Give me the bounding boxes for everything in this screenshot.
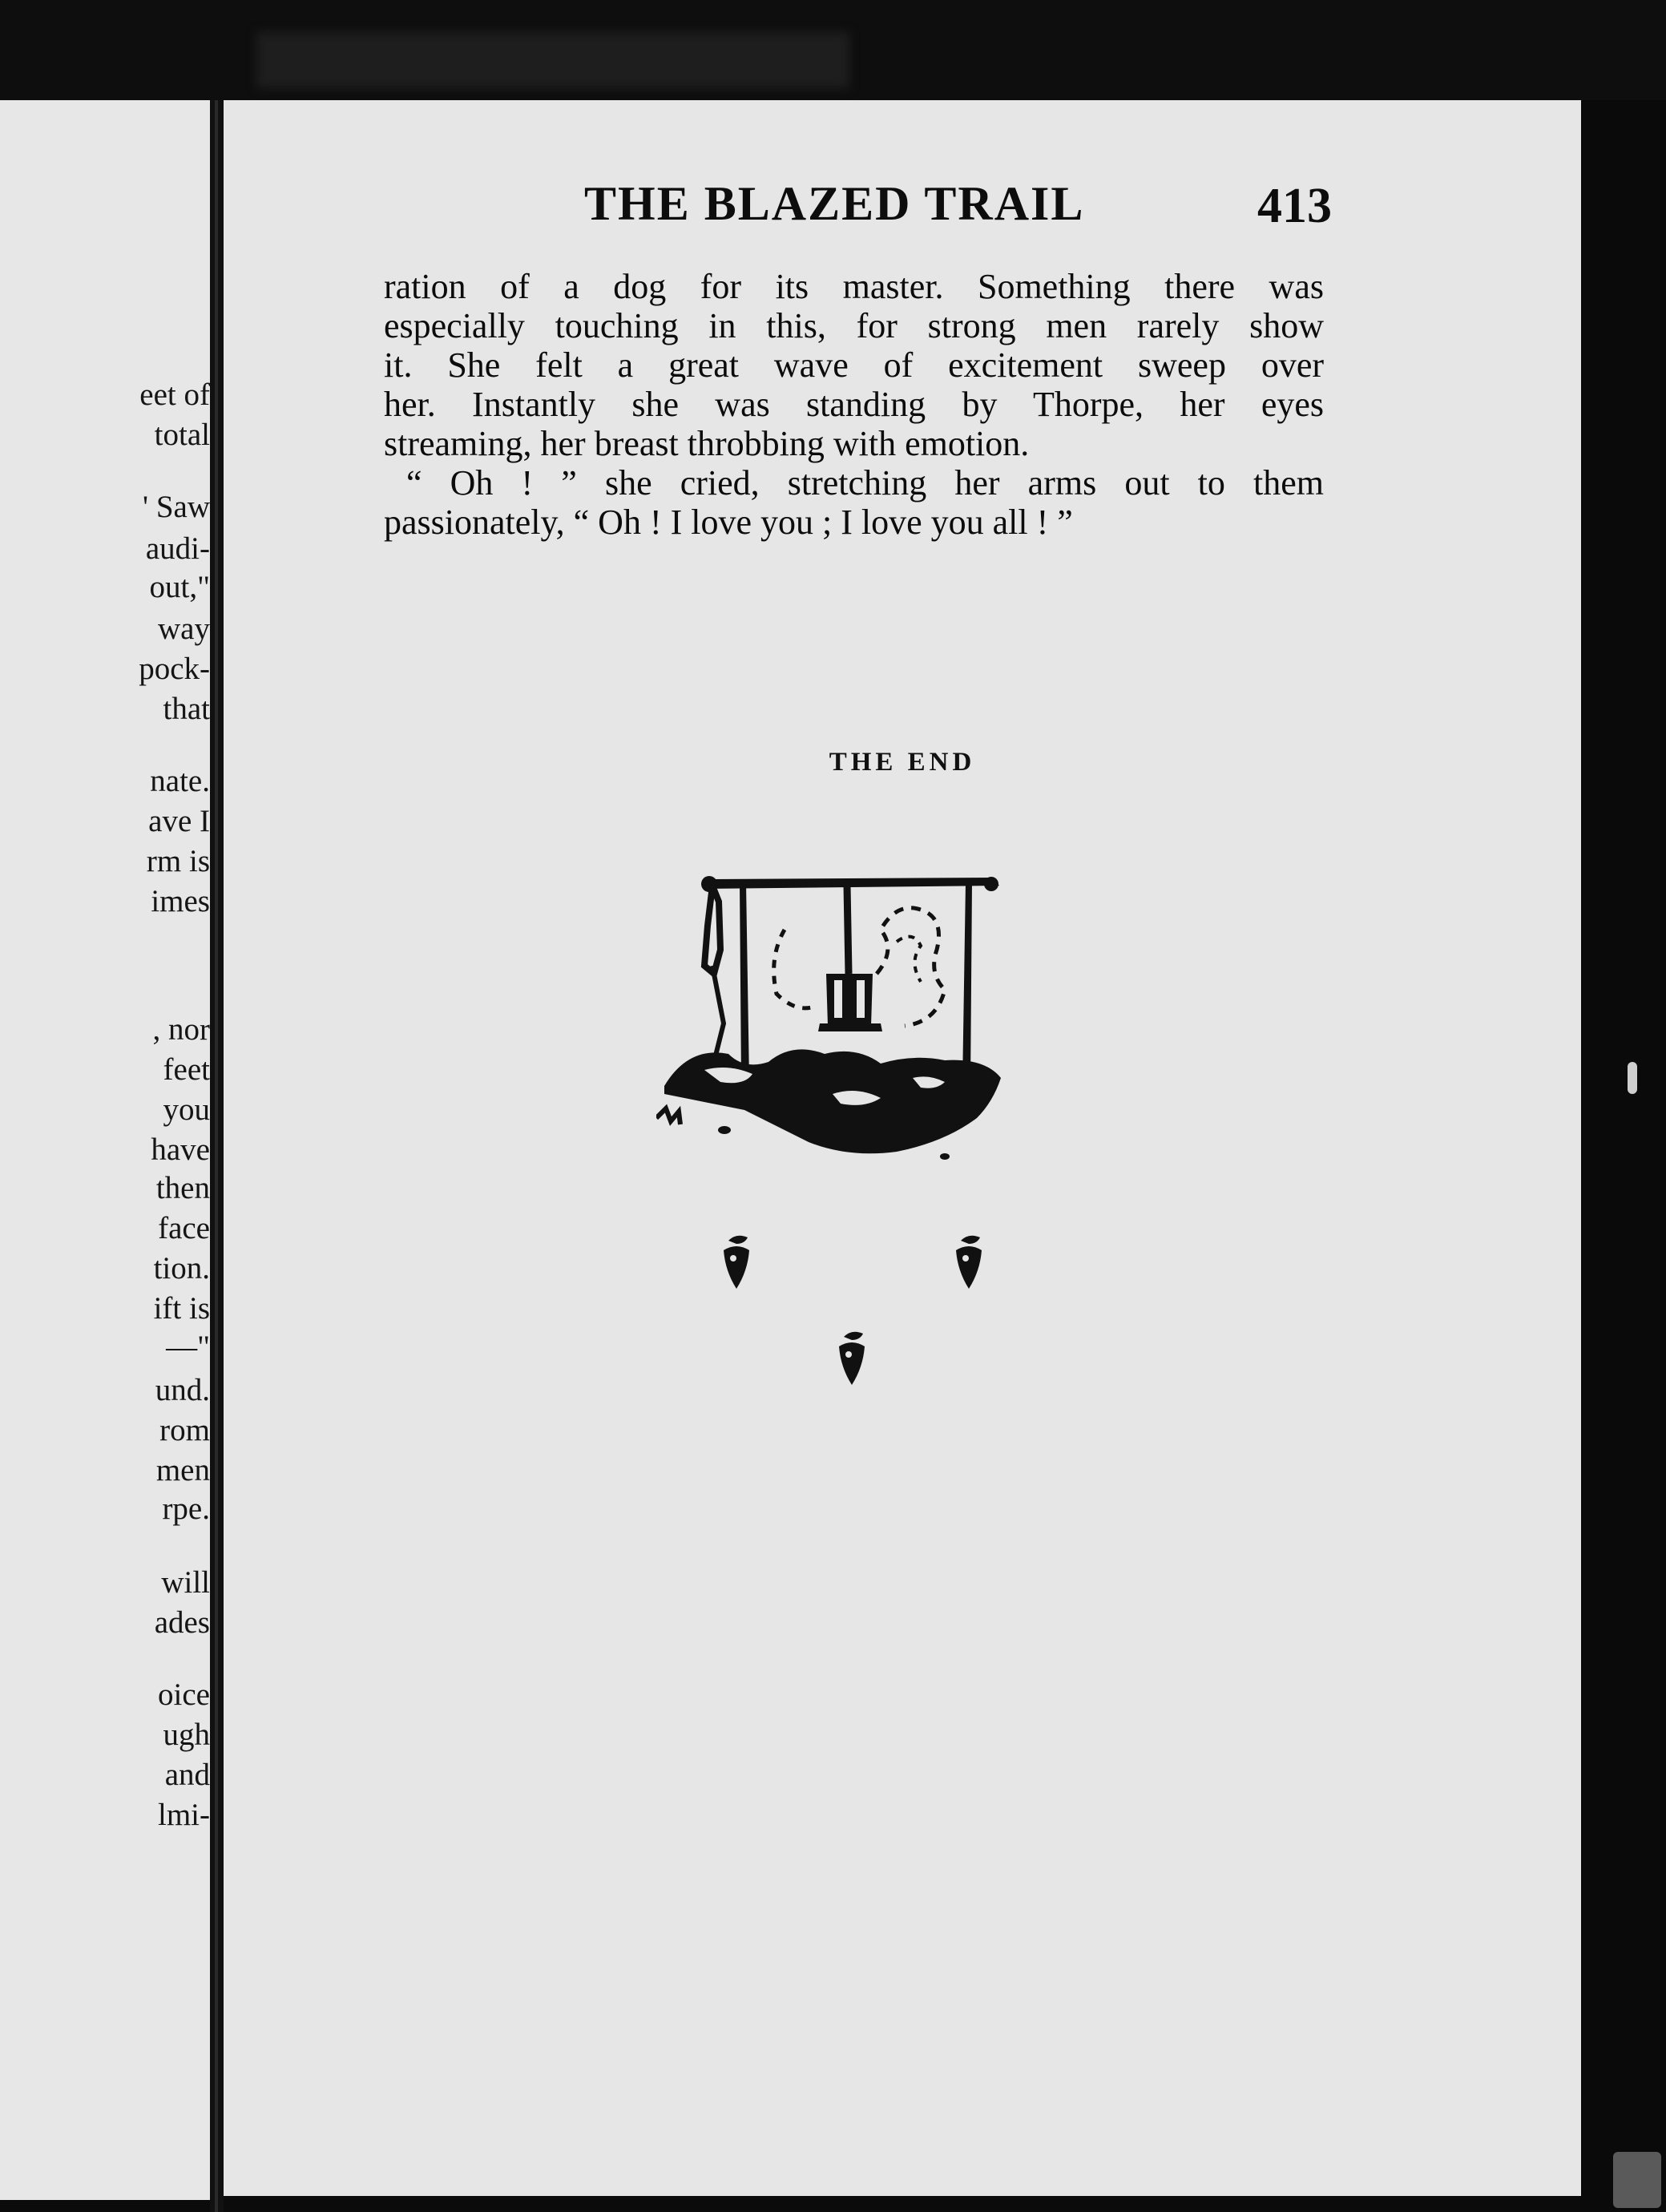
left-facing-page [0,100,210,2200]
scan-smudge [256,32,849,88]
left-fragment-line: rom [159,1413,210,1447]
left-fragment-line: men [155,1453,210,1487]
running-head: THE BLAZED TRAIL [584,177,1085,230]
left-fragment-line: total [154,418,210,452]
left-fragment-line: ugh [163,1718,210,1752]
left-fragment-line: that [163,692,210,726]
body-text [384,267,1324,542]
the-end-label: THE END [829,748,976,777]
left-page-text-fragments [0,100,210,2200]
body-line: it. She felt a great wave of excitement sweep over [384,345,1324,385]
page-header [356,176,1332,240]
scan-right-border [1581,100,1666,2212]
left-fragment-line: eet of [139,377,210,412]
left-fragment-line: tion. [153,1251,210,1286]
left-fragment-line: you [163,1092,210,1127]
body-line: especially touching in this, for strong men rarely show [384,306,1324,345]
left-fragment-line: oice [158,1677,210,1712]
fleuron-ornament-icon [945,1226,993,1298]
body-line: “ Oh ! ” she cried, stretching her arms out to them [406,463,1324,503]
left-fragment-line: and [164,1758,210,1792]
fleuron-ornament-icon [712,1226,760,1298]
left-fragment-line: audi- [145,531,210,566]
left-fragment-line: —" [166,1330,210,1364]
left-fragment-line: way [158,612,210,646]
page-number: 413 [1257,179,1332,233]
left-fragment-line: will [161,1565,210,1600]
right-page [224,100,1581,2196]
left-fragment-line: rm is [146,844,210,878]
body-line: ration of a dog for its master. Something there was [384,267,1324,306]
left-fragment-line: feet [163,1052,210,1087]
left-fragment-line: face [158,1211,210,1245]
left-fragment-line: rpe. [162,1491,210,1526]
body-line: streaming, her breast throbbing with emotion. [384,424,1030,463]
left-fragment-line: ades [154,1605,210,1640]
left-fragment-line: have [151,1132,210,1167]
left-fragment-line: ' Saw [143,490,210,524]
left-fragment-line: pock- [139,652,210,686]
left-fragment-line: ift is [153,1291,210,1326]
scan-speck [1628,1062,1637,1094]
left-fragment-line: ave I [148,804,210,838]
left-fragment-line: lmi- [158,1798,210,1832]
book-gutter-shadow [215,100,218,2212]
left-fragment-line: , nor [152,1012,210,1047]
left-fragment-line: out," [149,570,210,604]
left-fragment-line: nate. [150,764,210,798]
left-fragment-line: imes [151,884,210,918]
left-fragment-line: und. [155,1373,210,1407]
camp-fire-kettle-illustration [656,854,1057,1254]
body-line: passionately, “ Oh ! I love you ; I love you all ! ” [384,503,1073,542]
left-fragment-line: then [155,1171,210,1205]
body-line: her. Instantly she was standing by Thorpe, her eyes [384,385,1324,424]
fleuron-ornament-icon [828,1322,876,1395]
scan-speck [1613,2152,1661,2208]
